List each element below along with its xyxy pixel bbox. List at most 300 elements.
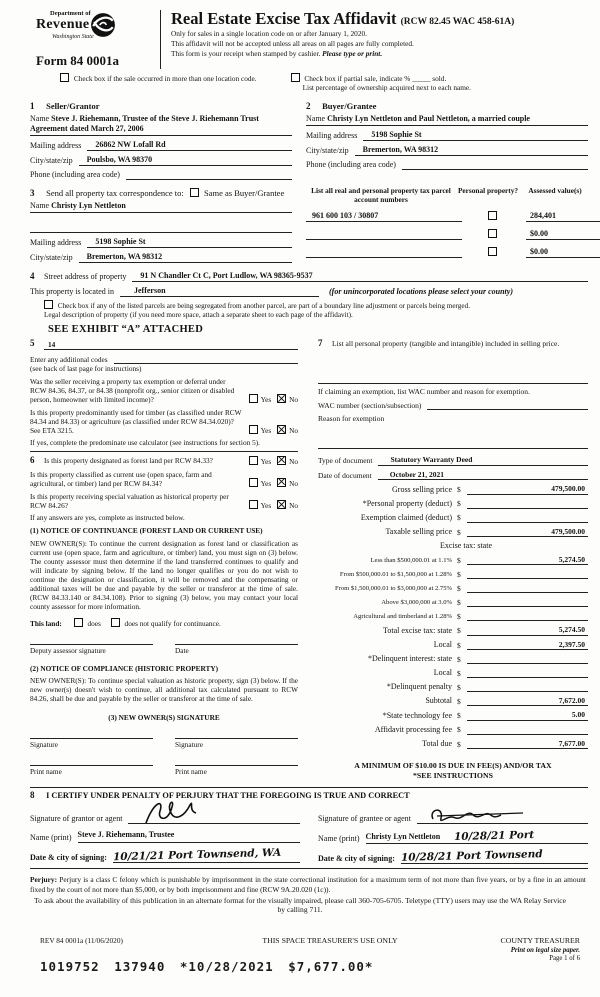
rate-tier2-label: From $500,000.01 to $1,500,000 at 1.28% <box>339 571 452 579</box>
total-due-row <box>318 739 588 749</box>
reason-label: Reason for exemption <box>318 414 385 424</box>
historic-question-text: Is this property receiving special valuation as historical property per RCW 84.26? <box>30 492 229 511</box>
section8-number: 8 <box>30 789 35 800</box>
continuance-body: NEW OWNER(S): To continue the current designation as forest land or classification as current use (open space, farm and agriculture, or timber) land, you must sign on (3) below. The county assessor must then determine if the land transferred continues to qualify and will indicate by signing below. If the land no longer qualifies or you do not wish to continue the designation or classification, it will be removed and the compensating or additional taxes will be due and payable by the seller or transferor at the time of sale. (RCW 84.33.140 or 84.34.108). Prior to signing (3) below, you may contact your local county assessor for more information. <box>30 538 298 612</box>
parcel-number-field-2[interactable] <box>306 230 462 240</box>
assessed-value-field-3[interactable]: $0.00 <box>526 247 600 258</box>
exemption-no-checkbox[interactable] <box>277 394 286 403</box>
assessed-value-field-2[interactable]: $0.00 <box>526 229 600 240</box>
partial-sale-checkbox[interactable] <box>291 73 300 82</box>
dollar-sign: $ <box>457 583 461 593</box>
timber-no-checkbox[interactable] <box>277 425 286 434</box>
seller-city-field[interactable]: Poulsbo, WA 98370 <box>79 155 292 166</box>
rev-number: REV 84 0001a (11/06/2020) <box>40 935 123 945</box>
section6-number: 6 <box>30 454 35 465</box>
seller-name-field[interactable] <box>30 114 292 136</box>
delinquent-penalty-row <box>318 682 588 692</box>
delinquent-penalty-field[interactable] <box>467 682 588 692</box>
grantor-signature-field[interactable] <box>128 811 300 824</box>
seller-section <box>30 95 306 180</box>
forest-land-answer <box>249 456 298 466</box>
compliance-title: (2) NOTICE OF COMPLIANCE (HISTORIC PROPERTY) <box>30 663 219 673</box>
does-not-label: does not qualify for continuance. <box>124 619 221 629</box>
perjury-divider <box>30 868 588 869</box>
delinquent-interest-state-row <box>318 654 588 664</box>
perjury-text: Perjury is a class C felony which is punishable by imprisonment in the state correctional institution for a maximum term of not more than five years, or by a fine in an amount fixed by the court of not more than $5,000, or by both imprisonment and fine (RCW 9A.20.020 (1c)). <box>30 875 586 894</box>
seller-name-label: Name <box>30 113 50 123</box>
grantee-certification <box>318 801 588 864</box>
wac-field[interactable] <box>427 400 588 410</box>
section5-6-divider <box>30 451 298 452</box>
personal-property-checkbox-1[interactable] <box>488 211 497 220</box>
treasurer-stamp: 1019752 137940 *10/28/2021 $7,677.00* <box>40 959 374 975</box>
owner-printname-label-1: Print name <box>30 767 62 777</box>
main-columns <box>0 336 600 780</box>
section7-number: 7 <box>318 338 323 349</box>
grantee-name-value: Christy Lyn Nettleton <box>365 832 441 842</box>
form-header <box>0 0 600 69</box>
owner-printname-cell-2[interactable] <box>175 765 298 776</box>
grantee-signature-label: Signature of grantee or agent <box>318 814 411 824</box>
parcel-numbers-header: List all real and personal property tax parcel account numbers <box>311 185 451 204</box>
delinquent-penalty-label: *Delinquent penalty <box>386 682 452 692</box>
this-land-row <box>30 618 298 628</box>
dollar-sign: $ <box>457 611 461 621</box>
subtotal-label: Subtotal <box>425 696 452 706</box>
total-due-label: Total due <box>422 739 452 749</box>
located-in-label: This property is located in <box>30 287 114 297</box>
assessed-value-field-1[interactable]: 284,401 <box>526 211 600 222</box>
property-section <box>0 263 600 336</box>
seller-city-row <box>30 155 292 166</box>
buyer-phone-field[interactable] <box>402 160 588 170</box>
personal-property-deduct-field[interactable] <box>467 499 588 509</box>
header-note-2: This affidavit will not be accepted unless all areas on all pages are fully completed. <box>171 39 414 49</box>
forest-no-checkbox[interactable] <box>277 456 286 465</box>
seller-phone-label: Phone (including area code) <box>30 169 120 179</box>
exemption-answer <box>249 394 298 404</box>
additional-code-field[interactable]: 14 <box>44 340 298 350</box>
technology-fee-label: *State technology fee <box>382 710 452 720</box>
segregated-label: Check box if any of the listed parcels are being segregated from another parcel, are part of a boundary line adjustment or parcels being merged. <box>57 302 470 311</box>
page-number: Page 1 of 6 <box>549 955 580 963</box>
correspondence-city-label: City/state/zip <box>30 253 73 263</box>
parties-row <box>0 93 600 180</box>
grantee-date-row <box>318 850 588 864</box>
calculator-note: If yes, complete the predominate use calculator (see instructions for section 5). <box>30 438 260 448</box>
delinquent-interest-state-field[interactable] <box>467 654 588 664</box>
exemption-yes-checkbox[interactable] <box>249 394 258 403</box>
dollar-sign: $ <box>457 527 461 537</box>
forest-land-question <box>30 455 298 466</box>
section7-divider-2 <box>318 448 588 449</box>
buyer-city-field[interactable]: Bremerton, WA 98312 <box>355 145 588 156</box>
dollar-sign: $ <box>457 654 461 664</box>
agricultural-rate-label: Agricultural and timberland at 1.28% <box>353 613 452 621</box>
current-use-question-text: Is this property classified as current use (open space, farm and agricultural, or timber) land per RCW 84.34? <box>30 469 212 488</box>
rate-tier2-row <box>318 569 588 579</box>
taxable-selling-price-label: Taxable selling price <box>385 526 452 536</box>
local-tax-label: Local <box>433 640 452 650</box>
compliance-body: NEW OWNER(S): To continue special valuation as historic property, sign (3) below. If the new owner(s) doesn't wish to continue, all additional tax calculated pursuant to RCW 84.26, shall be due and payable by the seller or transferor at the time of sale. <box>30 675 298 703</box>
total-excise-state-field[interactable]: 5,274.50 <box>467 625 588 635</box>
taxable-selling-price-row <box>318 527 588 537</box>
gross-selling-price-row <box>318 484 588 494</box>
excise-tax-heading: Excise tax: state <box>440 540 492 550</box>
certification-heading <box>30 790 588 801</box>
dollar-sign: $ <box>457 739 461 749</box>
yes-label: Yes <box>260 395 272 405</box>
buyer-name-field[interactable] <box>306 114 588 126</box>
dollar-sign: $ <box>457 682 461 692</box>
grantor-date-row <box>30 846 300 864</box>
timber-question-text: Is this property predominantly used for timber (as classified under RCW 84.34 and 84.33) or agriculture (as classified under RCW 84.34.020)? See ETA 3215. <box>30 408 242 436</box>
personal-property-checkbox-2[interactable] <box>488 229 497 238</box>
seller-section-number: 1 <box>30 100 35 111</box>
personal-property-checkbox-3[interactable] <box>488 247 497 256</box>
property-section-number: 4 <box>30 271 35 282</box>
seller-phone-field[interactable] <box>126 170 292 180</box>
grantee-name-label: Name (print) <box>318 834 360 844</box>
correspondence-city-field[interactable]: Bremerton, WA 98312 <box>79 252 292 263</box>
agricultural-rate-field[interactable] <box>467 611 588 621</box>
timber-answer <box>249 425 298 435</box>
historic-answer <box>249 500 298 510</box>
page-footer <box>0 936 600 975</box>
buyer-heading-label: Buyer/Grantee <box>322 100 377 111</box>
taxable-selling-price-field[interactable]: 479,500.00 <box>467 527 588 537</box>
new-owner-signature-title: (3) NEW OWNER(S) SIGNATURE <box>108 713 220 723</box>
minimum-fee-text: A MINIMUM OF $10.00 IS DUE IN FEE(S) AND/OR TAX <box>354 761 552 771</box>
form-title <box>171 10 588 28</box>
no-label: No <box>289 395 298 405</box>
grantor-name-label: Name (print) <box>30 833 72 843</box>
segregated-row <box>44 300 588 311</box>
rate-tier1-row <box>318 555 588 565</box>
owner-printname-row <box>30 765 298 776</box>
footer-row <box>0 936 600 946</box>
parcel-row-2 <box>306 229 600 240</box>
parcels-section <box>306 182 600 263</box>
grantee-date-label: Date & city of signing: <box>318 854 395 864</box>
dollar-sign: $ <box>457 626 461 636</box>
seller-heading-label: Seller/Grantor <box>46 100 100 111</box>
delinquent-interest-local-row <box>318 668 588 678</box>
parcels-header <box>306 186 600 204</box>
street-address-label: Street address of property <box>44 272 127 282</box>
type-or-print-note: Please type or print. <box>322 49 383 59</box>
doc-type-label: Type of document <box>318 456 373 466</box>
current-use-yes-checkbox[interactable] <box>249 478 258 487</box>
grantor-signature-label: Signature of grantor or agent <box>30 814 123 824</box>
timber-yes-checkbox[interactable] <box>249 425 258 434</box>
county-field[interactable]: Jefferson <box>120 286 319 297</box>
doc-type-field[interactable]: Statutory Warranty Deed <box>378 455 588 465</box>
county-treasurer-label: COUNTY TREASURER <box>500 935 580 945</box>
accessibility-note: To ask about the availability of this publication in an alternate format for the visually impaired, please call 360-705-6705. Teletype (TTY) users may use the WA Relay Service by calling 711. <box>34 895 566 915</box>
exemption-note: If claiming an exemption, list WAC number and reason for exemption. <box>318 386 530 396</box>
rate-tier4-label: Above $3,000,000 at 3.0% <box>381 599 452 607</box>
legal-description-label: Legal description of property (if you need more space, attach a separate sheet to each page of the affidavit). <box>44 311 353 320</box>
wac-row <box>318 400 588 410</box>
grantee-signature-field[interactable] <box>417 811 588 824</box>
correspondence-name-field[interactable] <box>30 201 292 213</box>
deputy-signature-label: Deputy assessor signature <box>30 646 106 656</box>
personal-property-deduct-row <box>318 499 588 509</box>
owner-printname-label-2: Print name <box>175 767 207 777</box>
personal-property-header: Personal property? <box>457 185 519 195</box>
parcel-row-1 <box>306 211 600 222</box>
owner-printname-cell-1[interactable] <box>30 765 153 776</box>
buyer-city-label: City/state/zip <box>306 145 349 155</box>
delinquent-interest-state-label: *Delinquent interest: state <box>368 654 452 664</box>
correspondence-blank-field[interactable] <box>30 223 292 233</box>
continuance-title: (1) NOTICE OF CONTINUANCE (FOREST LAND OR CURRENT USE) <box>30 526 263 536</box>
buyer-phone-row <box>306 160 588 170</box>
buyer-city-row <box>306 145 588 156</box>
forest-land-question-text: Is this property designated as forest land per RCW 84.33? <box>44 455 213 465</box>
street-address-field[interactable]: 91 N Chandler Ct C, Port Ludlow, WA 98365-9537 <box>132 271 588 282</box>
forest-yes-checkbox[interactable] <box>249 456 258 465</box>
treasurer-space-label: THIS SPACE TREASURER'S USE ONLY <box>262 935 398 945</box>
rate-tier2-field[interactable] <box>467 569 588 579</box>
no-label: No <box>289 478 298 488</box>
same-as-buyer-label: Same as Buyer/Grantee <box>203 187 285 198</box>
title-block <box>160 10 588 69</box>
dollar-sign: $ <box>457 640 461 650</box>
gross-selling-price-field[interactable]: 479,500.00 <box>467 484 588 494</box>
personal-property-section <box>318 338 588 349</box>
grantee-date-field[interactable]: 10/28/21 Port Townsend <box>400 848 543 865</box>
deputy-signature-row <box>30 644 298 655</box>
dollar-sign: $ <box>457 485 461 495</box>
delinquent-interest-local-field[interactable] <box>467 668 588 678</box>
doc-type-row <box>318 455 588 465</box>
certification-text: I CERTIFY UNDER PENALTY OF PERJURY THAT THE FOREGOING IS TRUE AND CORRECT <box>46 790 410 800</box>
grantee-name-row <box>318 830 588 844</box>
rate-tier3-field[interactable] <box>467 583 588 593</box>
subtotal-field[interactable]: 7,672.00 <box>467 696 588 706</box>
yes-label: Yes <box>260 501 272 511</box>
rate-tier1-label: Less than $500,000.01 at 1.1% <box>370 557 452 565</box>
grantor-signature-icon <box>138 797 248 827</box>
personal-property-deduct-label: *Personal property (deduct) <box>362 498 452 508</box>
grantor-name-field[interactable]: Steve J. Riehemann, Trustee <box>78 830 300 843</box>
grantor-signature-row <box>30 811 300 824</box>
agency-name <box>36 10 94 41</box>
processing-fee-field[interactable] <box>467 725 588 735</box>
doc-date-row <box>318 470 588 480</box>
footer-right-notes <box>511 947 580 964</box>
dollar-sign: $ <box>457 597 461 607</box>
owner-signature-label-2: Signature <box>175 740 203 750</box>
partial-sale-option <box>291 73 471 92</box>
multi-location-option <box>60 73 257 92</box>
certification-grid <box>30 801 588 864</box>
seller-heading <box>30 101 292 112</box>
form-number: Form 84 0001a <box>36 53 120 69</box>
subtotal-row <box>318 696 588 706</box>
correspondence-mailing-row <box>30 237 292 248</box>
does-qualify-checkbox[interactable] <box>74 618 83 627</box>
doc-date-label: Date of document <box>318 470 372 480</box>
grantee-signature-row <box>318 811 588 824</box>
grantor-date-label: Date & city of signing: <box>30 853 107 863</box>
total-excise-state-row <box>318 625 588 635</box>
certification-section <box>0 781 600 870</box>
deputy-date-cell[interactable] <box>175 644 298 655</box>
rate-tier4-field[interactable] <box>467 597 588 607</box>
dollar-sign: $ <box>457 499 461 509</box>
current-use-answer <box>249 478 298 488</box>
seller-phone-row <box>30 170 292 180</box>
correspondence-city-row <box>30 252 292 263</box>
left-column <box>30 338 308 780</box>
agency-line2: Revenue <box>36 17 90 33</box>
historic-question <box>30 492 298 510</box>
see-instructions-text: *SEE INSTRUCTIONS <box>413 770 493 780</box>
if-yes-note: If any answers are yes, complete as instructed below. <box>30 513 185 523</box>
owner-signature-cell-2[interactable] <box>175 738 298 749</box>
multi-location-label: Check box if the sale occurred in more than one location code. <box>73 74 257 84</box>
buyer-section-number: 2 <box>306 100 311 111</box>
historic-yes-checkbox[interactable] <box>249 500 258 509</box>
dollar-sign: $ <box>457 555 461 565</box>
reason-blank[interactable] <box>318 423 588 445</box>
wac-label: WAC number (section/subsection) <box>318 400 422 410</box>
buyer-heading <box>306 101 588 112</box>
assessed-value-header: Assessed value(s) <box>528 185 582 195</box>
correspondence-mailing-field[interactable]: 5198 Sophie St <box>87 237 292 248</box>
additional-codes-row <box>30 338 298 349</box>
owner-signature-label-1: Signature <box>30 740 58 750</box>
local-tax-row <box>318 640 588 650</box>
personal-property-blank[interactable] <box>318 350 588 380</box>
parcel-number-field-3[interactable] <box>306 248 462 258</box>
doc-date-field[interactable]: October 21, 2021 <box>378 470 588 480</box>
correspondence-section-number: 3 <box>30 187 35 198</box>
processing-fee-label: Affidavit processing fee <box>374 724 452 734</box>
this-land-label: This land: <box>30 619 62 629</box>
correspondence-section <box>30 182 306 263</box>
delinquent-interest-local-label: Local <box>433 668 452 678</box>
rate-tier1-field[interactable]: 5,274.50 <box>467 555 588 565</box>
owner-signature-row <box>30 738 298 749</box>
no-label: No <box>289 456 298 466</box>
grantor-date-field[interactable]: 10/21/21 Port Townsend, WA <box>112 846 282 864</box>
seller-city-label: City/state/zip <box>30 155 73 165</box>
technology-fee-field[interactable]: 5.00 <box>467 710 588 720</box>
owner-signature-cell-1[interactable] <box>30 738 153 749</box>
correspondence-name-label: Name <box>30 201 50 211</box>
total-excise-state-label: Total excise tax: state <box>383 625 452 635</box>
dollar-sign: $ <box>457 668 461 678</box>
parcel-row-3 <box>306 247 600 258</box>
seller-name-value: Steve J. Riehemann, Trustee of the Steve J. Riehemann Trust Agreement dated March 27, 2006 <box>30 113 259 133</box>
gross-selling-price-label: Gross selling price <box>392 484 452 494</box>
processing-fee-row <box>318 725 588 735</box>
partial-sale-label: Check box if partial sale, indicate % _____ sold. <box>304 74 447 84</box>
additional-codes-label-row <box>30 354 298 364</box>
does-not-qualify-checkbox[interactable] <box>111 618 120 627</box>
header-note-3 <box>171 49 588 58</box>
grantor-certification <box>30 801 318 864</box>
personal-property-heading: List all personal property (tangible and intangible) included in selling price. <box>332 339 560 349</box>
additional-codes-field-2[interactable] <box>114 354 298 364</box>
parcel-number-field-1[interactable]: 961 600 103 / 30807 <box>306 211 462 222</box>
minimum-fee-note <box>318 761 588 780</box>
multi-location-checkbox[interactable] <box>60 73 69 82</box>
correspondence-heading-label: Send all property tax correspondence to: <box>46 187 184 198</box>
rate-tier3-label: From $1,500,000.01 to $3,000,000 at 2.75% <box>334 585 452 593</box>
seller-mailing-field[interactable]: 26862 NW Lofall Rd <box>87 140 292 151</box>
local-tax-field[interactable]: 2,397.50 <box>467 640 588 650</box>
buyer-mailing-field[interactable]: 5198 Sophie St <box>363 130 588 141</box>
correspondence-mailing-label: Mailing address <box>30 238 82 248</box>
section5-number: 5 <box>30 338 35 349</box>
street-address-row <box>30 271 588 282</box>
deputy-signature-cell[interactable] <box>30 644 153 655</box>
agency-line1: Department of <box>50 10 91 17</box>
correspondence-name-value: Christy Lyn Nettleton <box>51 201 126 211</box>
agency-line3: Washington State <box>52 33 94 40</box>
form-title-rcw: (RCW 82.45 WAC 458-61A) <box>400 17 515 27</box>
same-as-buyer-checkbox[interactable] <box>190 188 199 197</box>
form-title-text: Real Estate Excise Tax Affidavit <box>171 9 397 28</box>
revenue-logo-icon <box>90 12 116 38</box>
certification-divider <box>30 787 588 788</box>
grantee-signature-icon <box>427 805 547 827</box>
top-checkbox-row <box>0 69 600 92</box>
exemption-claimed-field[interactable] <box>467 513 588 523</box>
grantor-name-row <box>30 830 300 843</box>
current-use-question <box>30 470 298 488</box>
grantee-name-field[interactable] <box>366 830 588 844</box>
buyer-name-label: Name <box>306 113 326 123</box>
segregated-checkbox[interactable] <box>44 300 53 309</box>
seller-mailing-label: Mailing address <box>30 140 82 150</box>
perjury-paragraph <box>0 871 600 894</box>
historic-no-checkbox[interactable] <box>277 500 286 509</box>
buyer-mailing-label: Mailing address <box>306 130 358 140</box>
ownership-percentage-note: List percentage of ownership acquired next to each name. <box>302 83 471 93</box>
print-note: Print on legal size paper. <box>510 946 580 954</box>
agency-block <box>36 10 154 69</box>
dollar-sign: $ <box>457 697 461 707</box>
exemption-question-text: Was the seller receiving a property tax exemption or deferral under RCW 84.36, 84.37, or 84.38 (nonprofit org., senior citizen or disabled person, homeowner with limited income)? <box>30 376 235 405</box>
timber-question <box>30 408 298 435</box>
buyer-name-value: Christy Lyn Nettleton and Paul Nettleton, a married couple <box>327 113 530 123</box>
grantee-name-handwriting: 10/28/21 Port <box>454 828 535 844</box>
additional-codes-note: (see back of last page for instructions) <box>30 363 142 373</box>
dollar-sign: $ <box>457 725 461 735</box>
additional-codes-label: Enter any additional codes <box>30 354 108 364</box>
buyer-mailing-row <box>306 130 588 141</box>
perjury-label: Perjury: <box>30 875 58 885</box>
exemption-question <box>30 377 298 404</box>
correspondence-heading <box>30 188 292 199</box>
correspondence-blank-row <box>30 223 292 233</box>
dollar-sign: $ <box>457 569 461 579</box>
county-row <box>30 286 588 297</box>
technology-fee-row <box>318 710 588 720</box>
exemption-claimed-row <box>318 513 588 523</box>
right-column <box>308 338 588 780</box>
section7-divider-1 <box>318 383 588 384</box>
current-use-no-checkbox[interactable] <box>277 478 286 487</box>
total-due-field[interactable]: 7,677.00 <box>467 739 588 749</box>
header-note-3-text: This form is your receipt when stamped by cashier. <box>171 49 323 59</box>
